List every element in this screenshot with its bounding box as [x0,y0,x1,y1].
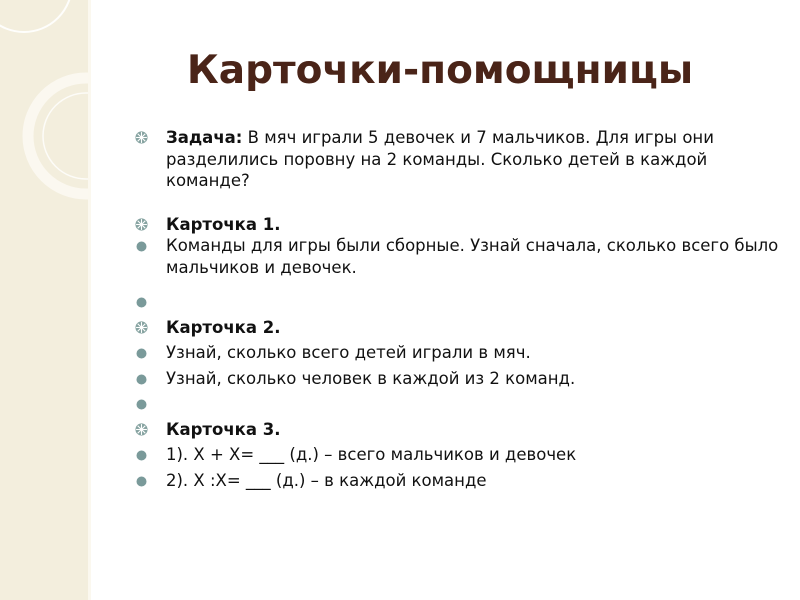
card2-heading: Карточка 2. [166,317,281,337]
card3-line: 1). Х + Х= ___ (д.) – всего мальчиков и девочек [166,445,577,464]
task-label: Задача: [166,128,243,147]
dot-bullet-icon [136,450,147,461]
task-item [136,127,786,192]
star-bullet-icon [135,423,148,436]
star-bullet-icon [135,218,148,231]
dot-bullet-icon [136,399,147,410]
card3-heading: Карточка 3. [166,419,281,439]
star-bullet-icon [135,131,148,144]
dot-bullet-icon [136,241,147,252]
sidebar-divider [88,0,91,600]
dot-bullet-icon [136,348,147,359]
dot-bullet-icon [136,374,147,385]
card2-line-item [136,342,786,364]
card1-heading-item [136,214,786,236]
card1-line-item [136,235,786,278]
task-text: В мяч играли 5 девочек и 7 мальчиков. Для игры они разделились поровну на 2 команды. Сколько детей в каждой команде? [166,128,714,190]
card3-heading-item [136,419,786,441]
card3-line-item [136,444,786,466]
card3-line: 2). Х :Х= ___ (д.) – в каждой команде [166,470,487,490]
card3-line-item [136,470,786,492]
empty-bullet-item [136,291,786,313]
slide-title: Карточки-помощницы [186,48,694,93]
content-list [136,127,786,491]
card2-line: Узнай, сколько всего детей играли в мяч. [166,343,531,362]
decorative-sidebar [0,0,88,600]
card1-line: Команды для игры были сборные. Узнай сначала, сколько всего было мальчиков и девочек. [166,236,779,277]
card2-line-item [136,368,786,390]
star-bullet-icon [135,321,148,334]
empty-bullet-item [136,393,786,415]
card1-heading: Карточка 1. [166,214,281,234]
card2-line: Узнай, сколько человек в каждой из 2 команд. [166,368,576,388]
dot-bullet-icon [136,476,147,487]
dot-bullet-icon [136,297,147,308]
card2-heading-item [136,317,786,339]
ring-decoration-icon [0,0,88,600]
